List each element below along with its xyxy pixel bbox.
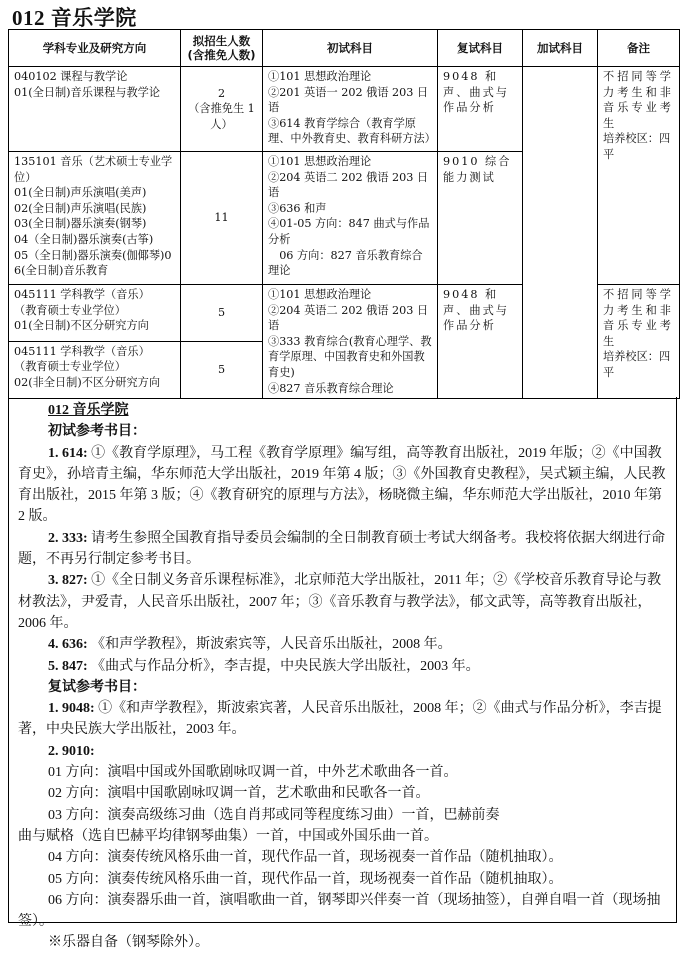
exam-subject: ②204 英语二 202 俄语 203 日语: [268, 170, 429, 200]
book-item: [18, 528, 668, 571]
major-direction-line: 05（全日制)器乐演奏(伽倻琴)06(全日制)音乐教育: [14, 248, 172, 278]
header-quota-line2: (含推免人数): [187, 48, 256, 62]
exam-subject: ④01-05 方向：847 曲式与作品分析: [268, 217, 430, 246]
retest-cell: 9048 和声、曲式与作品分析: [438, 67, 523, 152]
direction-requirement-cont: 曲与赋格（选自巴赫平均律钢琴曲集）一首，中国或外国乐曲一首。: [18, 828, 438, 844]
campus-text: 培养校区：四平: [603, 132, 671, 161]
exam-subject: ①101 思想政治理论: [268, 70, 372, 83]
extra-exam-cell: [523, 67, 598, 399]
major-degree-line: （教育硕士专业学位）: [14, 360, 126, 374]
quota-cell: [181, 67, 263, 152]
major-code-line: 045111 学科教学（音乐）: [14, 288, 150, 301]
exam-subject: ③333 教育综合(教育心理学、教育学原理、中国教育史和外国教育史): [268, 334, 432, 379]
major-code-line: 045111 学科教学（音乐）: [14, 344, 150, 358]
quota-cell: 5: [181, 285, 263, 342]
major-direction-line: 01(全日制)音乐课程与教学论: [14, 85, 161, 99]
major-direction-line: 04（全日制)器乐演奏(古筝): [14, 232, 154, 246]
initial-books-title: 初试参考书目：: [48, 424, 146, 440]
remark-text: 不招同等学力考生和非音乐专业考生: [603, 70, 674, 130]
exam-subject: ③636 和声: [268, 201, 327, 215]
direction-requirement: 05 方向：演奏传统风格乐曲一首，现代作品一首，现场视奏一首作品（随机抽取）。: [48, 871, 563, 887]
major-direction-line: 01(全日制)不区分研究方向: [14, 319, 149, 333]
major-direction-line: 03(全日制)器乐演奏(钢琴): [14, 217, 147, 231]
subject-code: 3. 827:: [48, 573, 88, 589]
remark-text: 不招同等学力考生和非音乐专业考生: [603, 288, 674, 348]
exam-subject: ②204 英语二 202 俄语 203 日语: [268, 303, 429, 333]
book-item: [18, 741, 668, 762]
exam-cell: [263, 152, 438, 285]
header-major: 学科专业及研究方向: [9, 30, 181, 67]
book-item: [18, 634, 668, 655]
exam-subject: 06 方向：827 音乐教育综合理论: [268, 248, 423, 278]
header-remark: 备注: [598, 30, 680, 67]
admissions-table: [8, 29, 680, 399]
reference-books-section: [8, 397, 677, 951]
retest-cell: 9048 和声、曲式与作品分析: [438, 285, 523, 399]
major-cell: [9, 152, 181, 285]
exam-subject: ③614 教育学综合（教育学原理、中外教育史、教育科研方法）: [268, 116, 436, 146]
book-text: 请考生参照全国教育指导委员会编制的全日制教育硕士考试大纲备考。我校将依据大纲进行命题，不再另行制定参考书目。: [18, 530, 666, 568]
book-item: [18, 698, 668, 741]
page-title: 012 音乐学院: [12, 6, 137, 30]
quota-value: 2: [217, 86, 226, 100]
retest-cell: 9010 综合能力测试: [438, 152, 523, 285]
table-row: [9, 67, 680, 152]
major-code-line: 040102 课程与教学论: [14, 70, 128, 83]
major-direction-line: 01(全日制)声乐演唱(美声): [14, 186, 147, 200]
quota-note: （含推免生 1: [188, 102, 255, 116]
quota-cell: 11: [181, 152, 263, 285]
book-item: [18, 656, 668, 677]
major-cell: [9, 285, 181, 342]
notes-heading: 012 音乐学院: [48, 403, 129, 418]
quota-cell: 5: [181, 341, 263, 399]
book-text: 《和声学教程》，斯波索宾等，人民音乐出版社，2008 年。: [87, 637, 452, 653]
campus-text: 培养校区：四平: [603, 350, 671, 379]
subject-code: 1. 614:: [48, 445, 88, 461]
quota-note: 人）: [210, 117, 233, 131]
subject-code: 1. 9048:: [48, 701, 95, 717]
header-retest: 复试科目: [438, 30, 523, 67]
header-initial-exam: 初试科目: [263, 30, 438, 67]
exam-cell: [263, 67, 438, 152]
remark-cell: [598, 67, 680, 285]
table-header-row: [9, 30, 680, 67]
remark-cell: [598, 285, 680, 399]
book-text: ①《教育学原理》，马工程《教育学原理》编写组，高等教育出版社，2019 年版；②《中国教育史》，孙培青主编，华东师范大学出版社，2019 年第 4 版；③《外国教育史教程》，吴式颖主编，人民教育出版社，2015 年第 3 版；④《教育研究的原理与方法》，杨晓微主编，华东师范大学出版社，2010 年第 2 版。: [18, 445, 666, 525]
exam-subject: ①101 思想政治理论: [268, 288, 372, 301]
subject-code: 2. 333:: [48, 530, 88, 546]
header-extra-exam: 加试科目: [523, 30, 598, 67]
book-text: ①《和声学教程》，斯波索宾著，人民音乐出版社，2008 年；②《曲式与作品分析》，李吉提著，中央民族大学出版社，2003 年。: [18, 701, 662, 738]
direction-requirement: 03 方向：演奏高级练习曲（选自肖邦或同等程度练习曲）一首，巴赫前奏: [48, 807, 500, 823]
book-text: 《曲式与作品分析》，李吉提，中央民族大学出版社，2003 年。: [87, 658, 480, 674]
retest-books-title: 复试参考书目：: [48, 679, 146, 695]
header-quota: [181, 30, 263, 67]
exam-subject: ④827 音乐教育综合理论: [268, 381, 394, 395]
instrument-note: ※乐器自备（钢琴除外）。: [48, 935, 209, 951]
major-code-line: 135101 音乐（艺术硕士专业学位）: [14, 155, 173, 184]
subject-code: 5. 847:: [48, 658, 88, 674]
major-cell: [9, 341, 181, 399]
subject-code: 4. 636:: [48, 637, 88, 653]
direction-requirement: 01 方向：演唱中国或外国歌剧咏叹调一首，中外艺术歌曲各一首。: [48, 765, 458, 781]
header-quota-line1: 拟招生人数: [192, 34, 251, 48]
book-text: ①《全日制义务音乐课程标准》，北京师范大学出版社，2011 年；②《学校音乐教育导论与教材教法》，尹爱青，人民音乐出版社，2007 年；③《音乐教育与教学法》，郁文武等，高等教育出版社，2006 年。: [18, 573, 662, 631]
book-item: [18, 443, 668, 528]
direction-requirement: 02 方向：演唱中国歌剧咏叹调一首，艺术歌曲和民歌各一首。: [48, 786, 430, 802]
exam-subject: ①101 思想政治理论: [268, 155, 372, 168]
major-direction-line: 02(非全日制)不区分研究方向: [14, 375, 161, 389]
major-direction-line: 02(全日制)声乐演唱(民族): [14, 201, 147, 215]
exam-subject: ②201 英语一 202 俄语 203 日语: [268, 85, 429, 115]
major-degree-line: （教育硕士专业学位）: [14, 303, 126, 317]
direction-requirement: 06 方向：演奏器乐曲一首，演唱歌曲一首，钢琴即兴伴奏一首（现场抽签），自弹自唱一首（现场抽签）。: [18, 892, 661, 930]
book-item: [18, 570, 668, 634]
subject-code: 2. 9010:: [48, 743, 95, 759]
major-cell: [9, 67, 181, 152]
direction-requirement: 04 方向：演奏传统风格乐曲一首，现代作品一首，现场视奏一首作品（随机抽取）。: [48, 850, 563, 866]
exam-cell: [263, 285, 438, 399]
